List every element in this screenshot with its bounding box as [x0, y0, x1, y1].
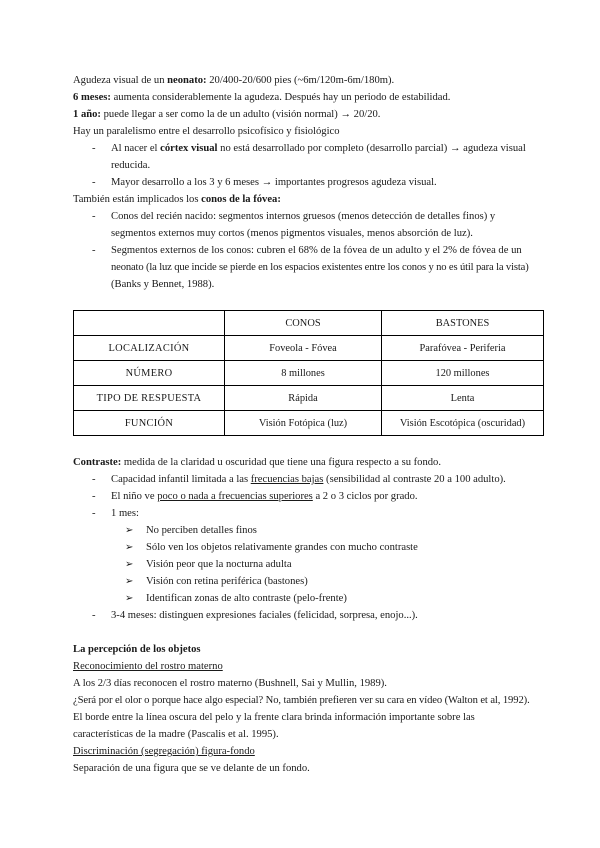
table-cell: Lenta: [382, 386, 544, 411]
table-cell: NÚMERO: [74, 361, 225, 386]
dash-bullet: -: [92, 610, 96, 621]
text: puede llegar a ser como la de un adulto (visión normal) → 20/20.: [100, 109, 381, 120]
underlined-term: frecuencias bajas: [250, 474, 324, 485]
table-cell: Parafóvea - Periferia: [382, 336, 544, 361]
list-item-text: [111, 488, 543, 505]
sub-list-item-text: Visión con retina periférica (bastones): [146, 576, 308, 587]
text: Agudeza visual de un: [73, 75, 168, 86]
agudeza-neonato-line: [73, 72, 543, 89]
subheading: [73, 658, 543, 675]
bold-term: Contraste:: [73, 457, 122, 468]
arrow-bullet-icon: ➢: [125, 576, 134, 587]
list-item-text: segmentos externos muy cortos (menos pigmentos visuales, menos absorción de luz).: [111, 228, 473, 239]
arrow-bullet-icon: ➢: [125, 542, 134, 553]
conos-bastones-table: [73, 310, 544, 436]
list-item-text: Mayor desarrollo a los 3 y 6 meses → importantes progresos agudeza visual.: [111, 177, 437, 188]
table-row: [74, 336, 544, 361]
dash-bullet: -: [92, 143, 96, 154]
paragraph-line: ¿Será por el olor o porque hace algo especial? No, también prefieren ver su cara en vídeo (Walton et al, 1992).: [73, 695, 530, 706]
sub-list-item-text: Identifican zonas de alto contraste (pelo-frente): [146, 593, 347, 604]
underlined-subheading: Reconocimiento del rostro materno: [73, 661, 223, 672]
text: También están implicados los: [73, 194, 202, 205]
table-header-cell: [74, 311, 225, 336]
bold-term: córtex visual: [160, 143, 218, 154]
table-cell: 8 millones: [225, 361, 382, 386]
text: a 2 o 3 ciclos por grado.: [312, 491, 418, 502]
paragraph-line: A los 2/3 días reconocen el rostro materno (Bushnell, Sai y Mullin, 1989).: [73, 678, 387, 689]
table-cell: 120 millones: [382, 361, 544, 386]
sub-list-item-text: Sólo ven los objetos relativamente grandes con mucho contraste: [146, 542, 418, 553]
text: medida de la claridad u oscuridad que tiene una figura respecto a su fondo.: [121, 457, 442, 468]
dash-bullet: -: [92, 474, 96, 485]
text: aumenta considerablemente la agudeza. Después hay un periodo de estabilidad.: [110, 92, 451, 103]
table-cell: Rápida: [225, 386, 382, 411]
spacer: [73, 624, 543, 641]
list-item-text: [111, 471, 543, 488]
paragraph-line: Separación de una figura que se ve delante de un fondo.: [73, 763, 310, 774]
document-body: [73, 72, 543, 777]
text: Capacidad infantil limitada a las: [111, 474, 251, 485]
table-header-cell: BASTONES: [382, 311, 544, 336]
arrow-bullet-icon: ➢: [125, 593, 134, 604]
paragraph-line: características de la madre (Pascalis et al. 1995).: [73, 729, 279, 740]
seis-meses-line: [73, 89, 543, 106]
list-item: [73, 505, 543, 522]
paralelismo-line: Hay un paralelismo entre el desarrollo psicofísico y fisiológico: [73, 126, 340, 137]
table-cell: TIPO DE RESPUESTA: [74, 386, 225, 411]
dash-bullet: -: [92, 508, 96, 519]
text: El niño ve: [111, 491, 158, 502]
sub-list-item-text: Visión peor que la nocturna adulta: [146, 559, 292, 570]
sub-list-item: [73, 556, 543, 573]
sub-list-item-text: No perciben detalles finos: [146, 525, 257, 536]
sub-list-item: [73, 573, 543, 590]
arrow-bullet-icon: ➢: [125, 559, 134, 570]
list-item: [73, 174, 543, 191]
un-ano-line: [73, 106, 543, 123]
list-item: [73, 471, 543, 488]
list-item: [73, 607, 543, 624]
list-item: [73, 208, 543, 242]
bold-term: 1 año:: [73, 109, 101, 120]
text: (sensibilidad al contraste 20 a 100 adulto).: [323, 474, 506, 485]
section-heading: La percepción de los objetos: [73, 644, 201, 655]
table-header-cell: CONOS: [225, 311, 382, 336]
list-item-text: 3-4 meses: distinguen expresiones faciales (felicidad, sorpresa, enojo...).: [111, 610, 418, 621]
list-item: [73, 488, 543, 505]
sub-list-item: [73, 539, 543, 556]
list-item-text: reducida.: [111, 160, 151, 171]
text: 20/400-20/600 pies (~6m/120m-6m/180m).: [206, 75, 395, 86]
table-row: [74, 361, 544, 386]
text: Al nacer el: [111, 143, 161, 154]
table-cell: Visión Escotópica (oscuridad): [382, 411, 544, 436]
dash-bullet: -: [92, 177, 96, 188]
table-cell: FUNCIÓN: [74, 411, 225, 436]
list-item: [73, 140, 543, 174]
bold-term: 6 meses:: [73, 92, 111, 103]
table-cell: Foveola - Fóvea: [225, 336, 382, 361]
dash-bullet: -: [92, 491, 96, 502]
dash-bullet: -: [92, 245, 96, 256]
list-item-text: neonato (la luz que incide se pierde en los espacios existentes entre los conos y no es útil para la vista): [111, 262, 529, 273]
list-item-text: [111, 140, 543, 157]
conos-fovea-line: [73, 191, 543, 208]
list-item-text: (Banks y Bennet, 1988).: [111, 279, 215, 290]
list-item-text: Segmentos externos de los conos: cubren el 68% de la fóvea de un adulto y el 2% de fóvea de un: [111, 245, 522, 256]
underlined-term: poco o nada a frecuencias superiores: [157, 491, 313, 502]
paragraph-line: El borde entre la línea oscura del pelo y la frente clara brinda información importante sobre las: [73, 712, 475, 723]
table-row: [74, 411, 544, 436]
table-cell: LOCALIZACIÓN: [74, 336, 225, 361]
underlined-subheading: Discriminación (segregación) figura-fondo: [73, 746, 255, 757]
subheading: [73, 743, 543, 760]
table-cell: Visión Fotópica (luz): [225, 411, 382, 436]
arrow-bullet-icon: ➢: [125, 525, 134, 536]
list-item-text: 1 mes:: [111, 508, 139, 519]
dash-bullet: -: [92, 211, 96, 222]
sub-list-item: [73, 522, 543, 539]
list-item: [73, 242, 543, 293]
bold-term: conos de la fóvea:: [201, 194, 281, 205]
sub-list-item: [73, 590, 543, 607]
bold-term: neonato:: [167, 75, 207, 86]
list-item-text: Conos del recién nacido: segmentos internos gruesos (menos detección de detalles finos) y: [111, 211, 496, 222]
contraste-line: [73, 454, 543, 471]
text: no está desarrollado por completo (desarrollo parcial) → agudeza visual: [217, 143, 526, 154]
table-header-row: [74, 311, 544, 336]
table-row: [74, 386, 544, 411]
